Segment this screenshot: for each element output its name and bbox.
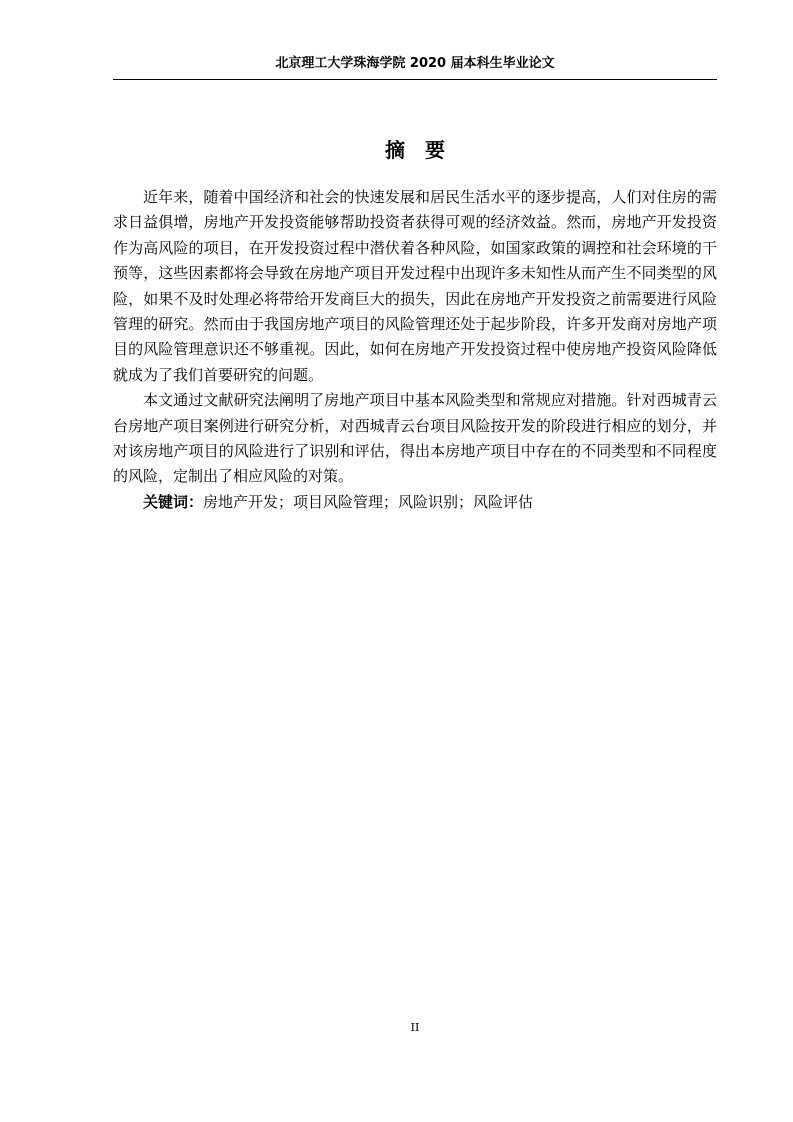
abstract-paragraph-2: 本文通过文献研究法阐明了房地产项目中基本风险类型和常规应对措施。针对西城青云台房地产项目案例进行研究分析，对西城青云台项目风险按开发的阶段进行相应的划分，并对该房地产项目的风险进行了识别和评估，得出本房地产项目中存在的不同类型和不同程度的风险，定制出了相应风险的对策。 bbox=[113, 391, 717, 486]
abstract-paragraph-1: 近年来，随着中国经济和社会的快速发展和居民生活水平的逐步提高，人们对住房的需求日益俱增，房地产开发投资能够帮助投资者获得可观的经济效益。然而，房地产开发投资作为高风险的项目，在开发投资过程中潜伏着各种风险，如国家政策的调控和社会环境的干预等，这些因素都将会导致在房地产项目开发过程中出现许多未知性从而产生不同类型的风险，如果不及时处理必将带给开发商巨大的损失，因此在房地产开发投资之前需要进行风险管理的研究。然而由于我国房地产项目的风险管理还处于起步阶段，许多开发商对房地产项目的风险管理意识还不够重视。因此，如何在房地产开发投资过程中使房地产投资风险降低就成为了我们首要研究的问题。 bbox=[113, 188, 717, 384]
keywords-line bbox=[113, 490, 717, 515]
header-divider bbox=[113, 79, 717, 80]
page-number: II bbox=[410, 1021, 420, 1034]
abstract-body bbox=[113, 185, 717, 515]
keywords-text: 房地产开发；项目风险管理；风险识别；风险评估 bbox=[203, 492, 534, 511]
abstract-title: 摘要 bbox=[385, 138, 465, 162]
keywords-label: 关键词： bbox=[143, 492, 204, 511]
running-header: 北京理工大学珠海学院 2020 届本科生毕业论文 bbox=[275, 56, 555, 71]
